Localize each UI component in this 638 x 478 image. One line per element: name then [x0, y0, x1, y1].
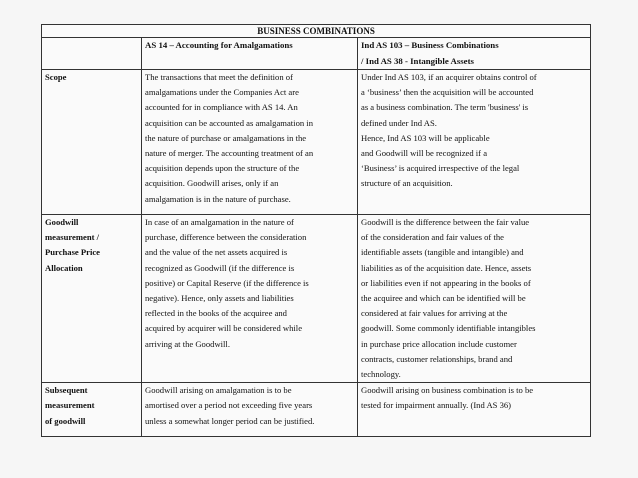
text-line: recognized as Goodwill (if the difference is — [145, 262, 295, 273]
table-title: BUSINESS COMBINATIONS — [42, 25, 591, 38]
comparison-table-container — [41, 24, 590, 437]
text-line: liabilities as of the acquisition date. Hence, assets — [361, 262, 532, 273]
text-line: acquisition depends upon the structure of the — [145, 163, 300, 174]
text-line: Goodwill is the difference between the fair value — [361, 217, 530, 227]
text-line: the acquiree and which can be identified will be — [361, 293, 526, 304]
header-as14: AS 14 – Accounting for Amalgamations — [142, 38, 358, 70]
header-ind-as-103 — [358, 38, 591, 70]
text-line: a ‘business’ then the acquisition will be accounted — [361, 87, 534, 98]
text-line: goodwill. Some commonly identifiable intangibles — [361, 323, 536, 334]
text-line: amortised over a period not exceeding five years — [145, 400, 313, 411]
text-line: negative). Hence, only assets and liabilities — [145, 293, 294, 304]
header-ind-as-103-line: Ind AS 103 – Business Combinations — [361, 40, 499, 50]
header-empty-cell — [42, 38, 142, 70]
row-label-line: Scope — [45, 72, 67, 82]
text-line: the nature of purchase or amalgamations in the — [145, 132, 307, 143]
row-label-line: measurement / — [45, 232, 100, 243]
text-line: in purchase price allocation include customer — [361, 338, 517, 349]
text-line: considered at fair values for arriving at the — [361, 308, 508, 319]
text-line: defined under Ind AS. — [361, 117, 437, 128]
row-label-subsequent-measurement — [42, 383, 142, 437]
row-label-line: Subsequent — [45, 385, 88, 396]
text-line: and the value of the net assets acquired is — [145, 247, 288, 258]
text-line: Goodwill arising on business combination is to be — [361, 385, 534, 396]
row-label-line: measurement — [45, 400, 95, 411]
text-line: reflected in the books of the acquiree and — [145, 308, 287, 319]
header-row — [42, 38, 591, 70]
text-line: unless a somewhat longer period can be justified. — [145, 415, 315, 426]
goodwill-as14-cell — [142, 215, 358, 383]
title-row — [42, 25, 591, 38]
text-line: acquisition can be accounted as amalgamation in — [145, 117, 313, 128]
text-line: technology. — [361, 369, 401, 380]
text-line: tested for impairment annually. (Ind AS 36) — [361, 400, 512, 411]
row-label-goodwill-measurement — [42, 215, 142, 383]
text-line: acquisition. Goodwill arises, only if an — [145, 178, 279, 189]
text-line: amalgamations under the Companies Act are — [145, 87, 299, 98]
text-line: identifiable assets (tangible and intangible) and — [361, 247, 524, 258]
text-line: arriving at the Goodwill. — [145, 338, 230, 349]
header-ind-as-38-line: / Ind AS 38 - Intangible Assets — [361, 55, 474, 66]
text-line: Under Ind AS 103, if an acquirer obtains control of — [361, 72, 537, 82]
text-line: Goodwill arising on amalgamation is to be — [145, 385, 292, 396]
text-line: or liabilities even if not appearing in the books of — [361, 277, 531, 288]
table-row-subsequent-measurement — [42, 383, 591, 437]
text-line: structure of an acquisition. — [361, 178, 453, 189]
row-label-line: Purchase Price — [45, 247, 100, 258]
text-line: ‘Business’ is acquired irrespective of the legal — [361, 163, 520, 174]
scope-ind-as-cell — [358, 70, 591, 215]
business-combinations-table — [41, 24, 591, 437]
table-row-goodwill-measurement — [42, 215, 591, 383]
text-line: acquired by acquirer will be considered while — [145, 323, 303, 334]
goodwill-ind-as-cell — [358, 215, 591, 383]
text-line: The transactions that meet the definition of — [145, 72, 293, 82]
text-line: positive) or Capital Reserve (if the difference is — [145, 277, 309, 288]
text-line: contracts, customer relationships, brand and — [361, 353, 513, 364]
text-line: and Goodwill will be recognized if a — [361, 148, 488, 159]
text-line: as a business combination. The term 'business' is — [361, 102, 529, 113]
text-line: purchase, difference between the consideration — [145, 232, 307, 243]
text-line: amalgamation is in the nature of purchase. — [145, 193, 291, 204]
subsequent-as14-cell — [142, 383, 358, 437]
row-label-line: of goodwill — [45, 415, 86, 426]
text-line: of the consideration and fair values of the — [361, 232, 504, 243]
text-line: Hence, Ind AS 103 will be applicable — [361, 132, 490, 143]
text-line: In case of an amalgamation in the nature of — [145, 217, 294, 227]
text-line: nature of merger. The accounting treatment of an — [145, 148, 314, 159]
row-label-scope — [42, 70, 142, 215]
subsequent-ind-as-cell — [358, 383, 591, 437]
text-line: accounted for in compliance with AS 14. An — [145, 102, 298, 113]
row-label-line: Allocation — [45, 262, 83, 273]
row-label-line: Goodwill — [45, 217, 79, 227]
table-row-scope — [42, 70, 591, 215]
scope-as14-cell — [142, 70, 358, 215]
